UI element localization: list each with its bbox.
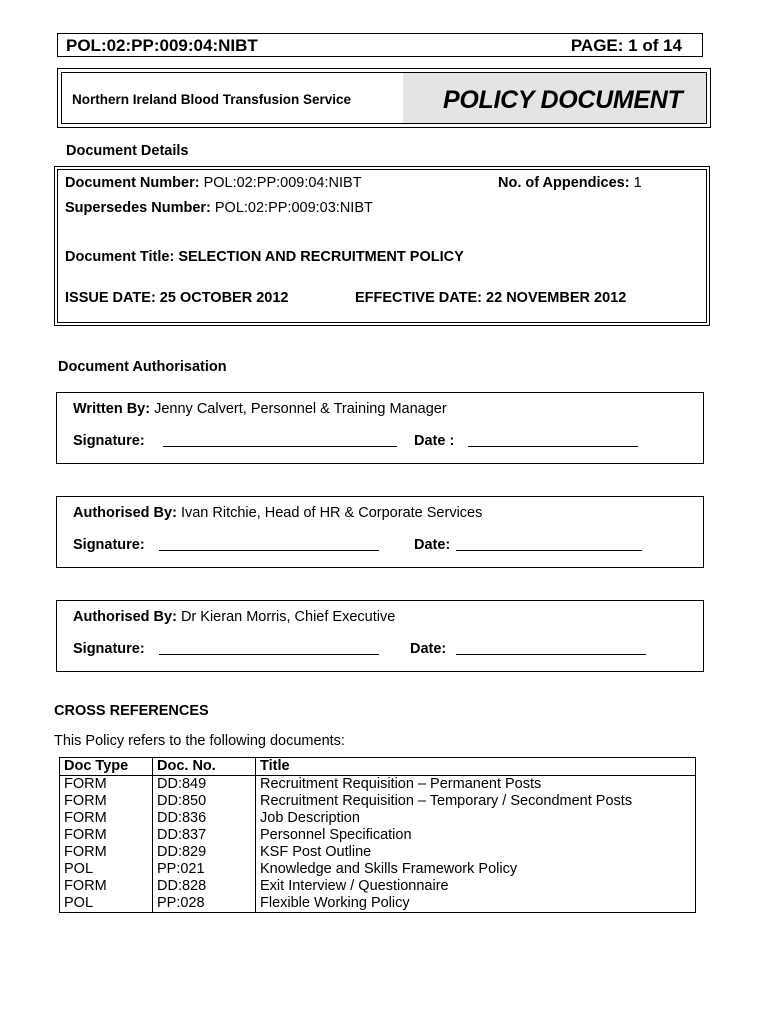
doc-number-cell: DD:836 <box>153 810 256 827</box>
column-header-title: Title <box>256 758 696 776</box>
doc-title-cell: Recruitment Requisition – Temporary / Secondment Posts <box>256 793 696 810</box>
table-header-row <box>60 758 696 776</box>
document-details-inner-frame <box>57 169 707 323</box>
doc-type-cell: FORM <box>60 776 153 794</box>
doc-type-cell: FORM <box>60 793 153 810</box>
written-by-line <box>73 401 447 417</box>
signature-field[interactable] <box>159 654 379 655</box>
cross-references-table <box>59 757 696 913</box>
doc-type-cell: POL <box>60 895 153 913</box>
doc-number-cell: DD:849 <box>153 776 256 794</box>
date-field[interactable] <box>456 550 642 551</box>
doc-title-cell: Recruitment Requisition – Permanent Posts <box>256 776 696 794</box>
appendices-line <box>498 175 642 191</box>
table-row <box>60 895 696 913</box>
doc-number-cell: DD:850 <box>153 793 256 810</box>
written-by-label: Written By: <box>73 401 151 417</box>
organisation-name: Northern Ireland Blood Transfusion Service <box>72 92 352 107</box>
document-number-label: Document Number: <box>65 175 200 191</box>
doc-type-cell: FORM <box>60 878 153 895</box>
doc-number-cell: PP:021 <box>153 861 256 878</box>
doc-type-cell: FORM <box>60 844 153 861</box>
doc-number-cell: DD:837 <box>153 827 256 844</box>
column-header-doc-type: Doc Type <box>60 758 153 776</box>
doc-title-cell: Job Description <box>256 810 696 827</box>
authorised-by-box-1 <box>56 496 704 568</box>
document-reference: POL:02:PP:009:04:NIBT <box>66 36 258 55</box>
table-row <box>60 793 696 810</box>
authorised-by-label: Authorised By: <box>73 609 177 625</box>
authorised-by-box-2 <box>56 600 704 672</box>
doc-title-cell: Personnel Specification <box>256 827 696 844</box>
table-row <box>60 776 696 794</box>
doc-number-cell: DD:829 <box>153 844 256 861</box>
page-number: PAGE: 1 of 14 <box>570 36 682 55</box>
doc-number-cell: DD:828 <box>153 878 256 895</box>
effective-date: EFFECTIVE DATE: 22 NOVEMBER 2012 <box>355 290 627 306</box>
authorised-by-person: Ivan Ritchie, Head of HR & Corporate Services <box>180 505 483 521</box>
table-row <box>60 827 696 844</box>
document-details-heading: Document Details <box>66 143 189 159</box>
signature-label: Signature: <box>73 537 145 553</box>
doc-title-cell: Flexible Working Policy <box>256 895 696 913</box>
appendices-value: 1 <box>633 175 642 191</box>
authorised-by-line <box>73 609 395 625</box>
cross-references-heading: CROSS REFERENCES <box>54 703 209 719</box>
signature-field[interactable] <box>159 550 379 551</box>
document-authorisation-heading: Document Authorisation <box>58 359 227 375</box>
date-field[interactable] <box>456 654 646 655</box>
document-details-box <box>54 166 710 326</box>
written-by-person: Jenny Calvert, Personnel & Training Manager <box>154 401 447 417</box>
appendices-label: No. of Appendices: <box>498 175 630 191</box>
doc-title-cell: Exit Interview / Questionnaire <box>256 878 696 895</box>
table-row <box>60 861 696 878</box>
doc-title-cell: KSF Post Outline <box>256 844 696 861</box>
doc-type-cell: POL <box>60 861 153 878</box>
doc-type-cell: FORM <box>60 827 153 844</box>
document-number-value: POL:02:PP:009:04:NIBT <box>203 175 362 191</box>
doc-number-cell: PP:028 <box>153 895 256 913</box>
authorised-by-line <box>73 505 482 521</box>
table-row <box>60 878 696 895</box>
authorised-by-label: Authorised By: <box>73 505 177 521</box>
table-row <box>60 810 696 827</box>
document-number-line <box>65 175 362 191</box>
supersedes-value: POL:02:PP:009:03:NIBT <box>214 200 373 216</box>
document-title-line: Document Title: SELECTION AND RECRUITMENT POLICY <box>65 249 464 265</box>
authorised-by-person: Dr Kieran Morris, Chief Executive <box>180 609 396 625</box>
page-header <box>57 33 703 57</box>
date-field[interactable] <box>468 446 638 447</box>
written-by-box <box>56 392 704 464</box>
supersedes-label: Supersedes Number: <box>65 200 211 216</box>
doc-title-cell: Knowledge and Skills Framework Policy <box>256 861 696 878</box>
issue-date: ISSUE DATE: 25 OCTOBER 2012 <box>65 290 289 306</box>
cross-references-intro: This Policy refers to the following documents: <box>54 733 345 749</box>
date-label: Date: <box>414 537 451 553</box>
document-kind-title: POLICY DOCUMENT <box>443 86 683 114</box>
banner-inner-frame <box>61 72 707 124</box>
supersedes-line <box>65 200 373 216</box>
date-label: Date : <box>414 433 455 449</box>
table-row <box>60 844 696 861</box>
column-header-doc-no: Doc. No. <box>153 758 256 776</box>
signature-label: Signature: <box>73 433 145 449</box>
policy-banner <box>57 68 711 128</box>
date-label: Date: <box>410 641 447 657</box>
doc-type-cell: FORM <box>60 810 153 827</box>
signature-field[interactable] <box>163 446 397 447</box>
signature-label: Signature: <box>73 641 145 657</box>
